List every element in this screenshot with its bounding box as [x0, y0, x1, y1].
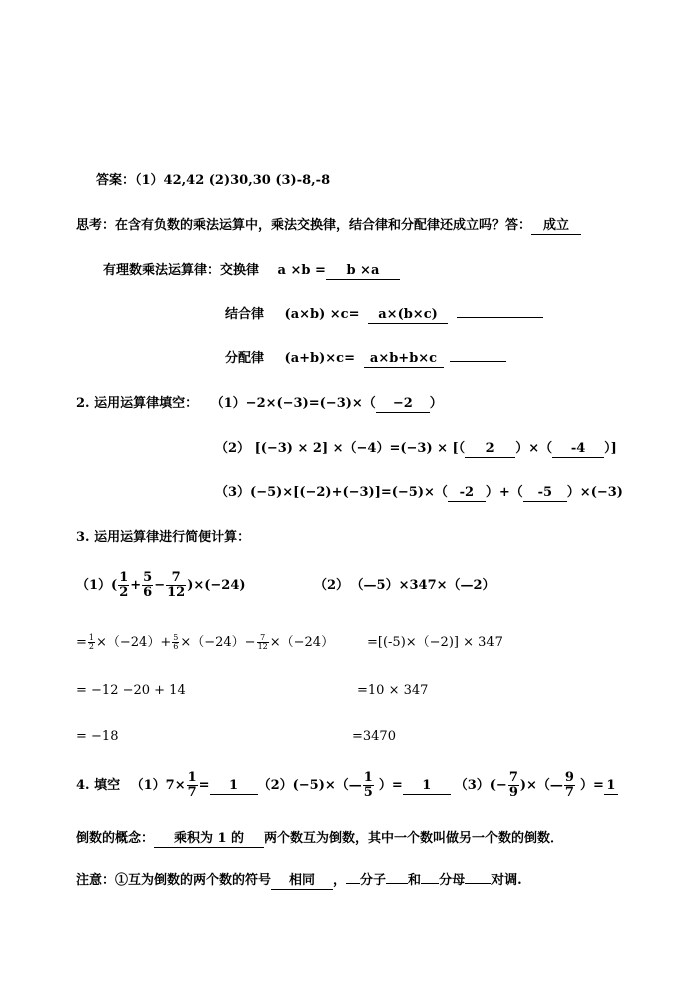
q2-p1-pre: （1）−2×(−3)=(−3)×（: [210, 396, 376, 411]
q3-step1-right: =[(-5)×（−2)] × 347: [367, 635, 503, 650]
note-blank5: [465, 883, 491, 884]
q3-problem2: [314, 577, 496, 595]
q2-row3: [215, 484, 623, 502]
think-text: 思考：在含有负数的乘法运算中，乘法交换律，结合律和分配律还成立吗？答：: [76, 218, 532, 233]
law-blank: a×b+b×c: [364, 351, 444, 368]
q3-problem1: [76, 566, 246, 606]
q2-p3-blank2: -5: [523, 485, 567, 502]
q4-p1-blank: 1: [210, 778, 258, 795]
reciprocal-text: 两个数互为倒数，其中一个数叫做另一个数的倒数．: [264, 831, 564, 846]
law-expr: (a×b) ×c=: [284, 307, 360, 322]
law-extra-line: [457, 317, 543, 318]
q3-step3-left: = −18: [76, 729, 119, 744]
law-label: 有理数乘法运算律：交换律: [103, 263, 260, 278]
note-blank3: [386, 883, 408, 884]
q3-p1-minus: −: [154, 578, 166, 593]
q2-p3-post: ）×(−3): [566, 485, 623, 500]
q3-step2-left: = −12 −20 + 14: [76, 683, 186, 698]
q3-p1-tail: )×(−24): [187, 578, 246, 593]
note-blank1: 相同: [271, 873, 333, 890]
think-answer-blank: 成立: [531, 218, 581, 235]
q3-title: 3. 运用运算律进行简便计算：: [76, 530, 251, 545]
law-blank: a×(b×c): [368, 307, 448, 324]
q3-p2-label: （2）: [314, 578, 350, 593]
q4-p2-blank: 1: [403, 778, 451, 795]
fraction: $\frac{1}{2}$: [119, 570, 129, 600]
q4-p3-blank: 1: [604, 778, 618, 795]
q2-p3-mid: ）+（: [485, 485, 523, 500]
law-label: 结合律: [225, 307, 265, 322]
think-question: [76, 217, 581, 235]
q4-p2-pre: （2）(−5)×（—: [257, 778, 362, 793]
law-expr: a ×b =: [277, 263, 326, 278]
reciprocal-definition: [76, 830, 563, 848]
law-expr: (a+b)×c=: [284, 351, 355, 366]
reciprocal-label: 倒数的概念：: [76, 831, 155, 846]
note-line: 注意：①互为倒数的两个数的符号 相同 ， 分子 和 分母 对调.: [76, 873, 522, 888]
q2-p2-blank1: 2: [465, 441, 515, 458]
q3-p1-open: (: [111, 578, 118, 593]
fraction: $\frac{1}{2}$: [88, 633, 94, 651]
fraction: $\frac{1}{7}$: [187, 770, 197, 800]
q2-p3-pre: （3）(−5)×[(−2)+(−3)]=(−5)×（: [215, 485, 448, 500]
note-and: 和: [408, 873, 422, 888]
note-numerator: 分子: [360, 873, 387, 888]
note-pre: 注意：①互为倒数的两个数的符号: [76, 873, 272, 888]
q4-p3-pre: （3）(−: [454, 778, 507, 793]
q2-p2-pre: （2） [(−3) × 2] ×（−4）=(−3) × [（: [215, 441, 466, 456]
q2-p2-blank2: -4: [552, 441, 604, 458]
fraction: $\frac{1}{5}$: [363, 770, 373, 800]
q2-p2-mid: ）×（: [515, 441, 553, 456]
note-blank4: [421, 883, 439, 884]
law-distributive: [225, 350, 506, 368]
fraction: $\frac{5}{6}$: [143, 570, 153, 600]
q3-p1-label: （1）: [76, 578, 112, 593]
answer-line: 答案：（1）42,42 (2)30,30 (3)-8,-8: [96, 173, 331, 188]
q2-row2: [215, 440, 617, 458]
q3-p1-plus: +: [130, 578, 142, 593]
q3-p2-expr: （—5）×347×（—2）: [357, 578, 496, 593]
q2-p1-post: ）: [429, 396, 443, 411]
q2-p3-blank1: -2: [448, 485, 486, 502]
fraction: $\frac{5}{6}$: [173, 633, 179, 651]
fraction: $\frac{7}{12}$: [167, 570, 186, 600]
note-swap: 对调.: [491, 873, 522, 888]
q4-p2-close: ）=: [378, 778, 403, 793]
note-blank2: [346, 883, 360, 884]
fraction: $\frac{9}{7}$: [564, 770, 574, 800]
q2-row1: [76, 395, 443, 413]
fraction: $\frac{7}{12}$: [257, 633, 268, 651]
q2-p1-blank: −2: [376, 396, 430, 413]
fraction: $\frac{7}{9}$: [508, 770, 518, 800]
law-label: 分配律: [225, 351, 265, 366]
law-commutative: [103, 262, 400, 280]
q4-row: 4. 填空 （1）7× $\frac{1}{7}$ = 1 （2）(−5)×（— $\frac{1}{5}$ ）= 1 （3）(− $\frac{7}{9}$ )×（— $\frac{9}{7}$ ）= 1: [76, 766, 618, 806]
note-denominator: 分母: [439, 873, 466, 888]
law-extra-line: [450, 361, 506, 362]
q4-p3-close: ）=: [579, 778, 604, 793]
q4-label: 4. 填空: [76, 778, 121, 793]
q4-p1-pre: （1）7×: [130, 778, 186, 793]
q2-title: 2. 运用运算律填空：: [76, 396, 199, 411]
reciprocal-blank: 乘积为 1 的: [154, 831, 264, 848]
q2-p2-post: ）]: [604, 441, 617, 456]
law-associative: [225, 306, 543, 324]
q3-step1-left: = $\frac{1}{2}$ ×（−24）+ $\frac{5}{6}$ ×（−24）− $\frac{7}{12}$ ×（−24）: [76, 633, 335, 651]
law-blank: b ×a: [326, 263, 400, 280]
q3-step3-right: =3470: [352, 729, 396, 744]
q3-step2-right: =10 × 347: [357, 683, 429, 698]
